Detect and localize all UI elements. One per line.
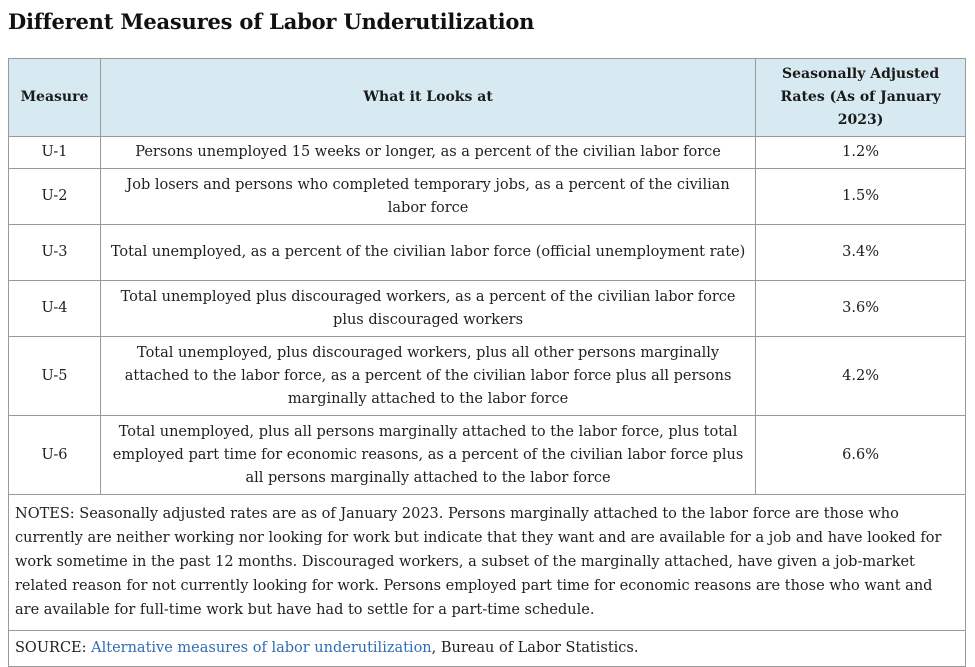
rate-cell: 6.6% [756,416,966,495]
measure-cell: U-6 [9,416,101,495]
notes-row [9,495,966,631]
labor-underutilization-table [8,58,966,667]
description-cell: Total unemployed, as a percent of the civilian labor force (official unemployment rate) [100,225,755,281]
header-what-it-looks-at: What it Looks at [100,59,755,137]
table-row [9,416,966,495]
measure-cell: U-2 [9,169,101,225]
rate-cell: 4.2% [756,337,966,416]
source-prefix: SOURCE: [15,640,92,656]
source-suffix: , Bureau of Labor Statistics. [431,640,639,656]
measure-cell: U-3 [9,225,101,281]
table-header-row [9,59,966,137]
table-row [9,337,966,416]
rate-cell: 1.2% [756,137,966,169]
description-cell: Total unemployed, plus all persons marginally attached to the labor force, plus total employed part time for economic reasons, as a percent of the civilian labor force plus all persons marginally attached to the labor force [100,416,755,495]
table-row [9,169,966,225]
page-title: Different Measures of Labor Underutilization [8,9,535,34]
rate-cell: 1.5% [756,169,966,225]
notes-text: NOTES: Seasonally adjusted rates are as of January 2023. Persons marginally attached to the labor force are those who currently are neither working nor looking for work but indicate that they want and are available for a job and have looked for work sometime in the past 12 months. Discouraged workers, a subset of the marginally attached, have given a job-market related reason for not currently looking for work. Persons employed part time for economic reasons are those who want and are available for full-time work but have had to settle for a part-time schedule. [9,495,966,631]
header-measure: Measure [9,59,101,137]
table-row [9,225,966,281]
description-cell: Total unemployed, plus discouraged workers, plus all other persons marginally attached to the labor force, as a percent of the civilian labor force plus all persons marginally attached to the labor force [100,337,755,416]
measure-cell: U-4 [9,281,101,337]
source-link[interactable]: Alternative measures of labor underutilization [91,640,432,656]
description-cell: Job losers and persons who completed temporary jobs, as a percent of the civilian labor force [100,169,755,225]
description-cell: Persons unemployed 15 weeks or longer, as a percent of the civilian labor force [100,137,755,169]
table-row [9,137,966,169]
measure-cell: U-5 [9,337,101,416]
header-seasonally-adjusted-rates: Seasonally Adjusted Rates (As of January 2023) [756,59,966,137]
description-cell: Total unemployed plus discouraged workers, as a percent of the civilian labor force plus discouraged workers [100,281,755,337]
table-row [9,281,966,337]
rate-cell: 3.6% [756,281,966,337]
source-cell [9,631,966,667]
measure-cell: U-1 [9,137,101,169]
rate-cell: 3.4% [756,225,966,281]
source-row [9,631,966,667]
